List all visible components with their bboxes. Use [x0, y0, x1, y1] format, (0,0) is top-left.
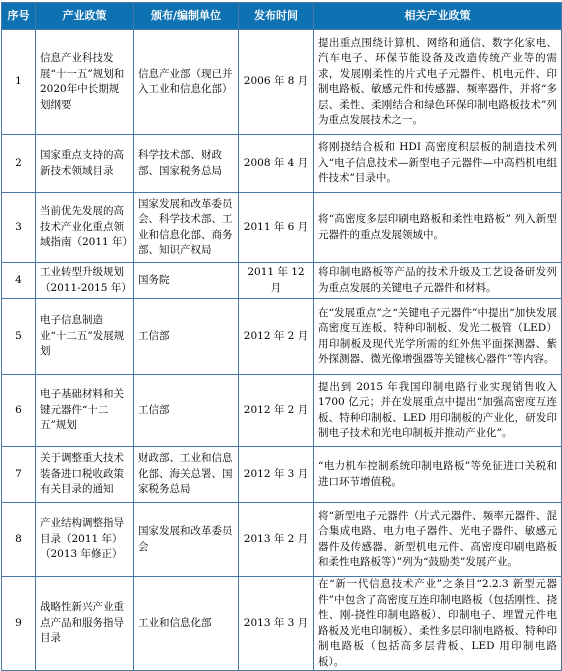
policy-table [1, 2, 562, 671]
table-row [2, 375, 562, 447]
row-policy: 电子信息制造业“十二五”发展规划 [36, 299, 134, 375]
row-desc: “电力机车控制系统印制电路板”等免征进口关税和进口环节增值税。 [314, 447, 562, 503]
table-row [2, 263, 562, 299]
header-desc: 相关产业政策 [314, 3, 562, 30]
row-time: 2008 年 4 月 [239, 135, 314, 193]
row-index: 6 [2, 375, 36, 447]
row-index: 3 [2, 193, 36, 263]
row-desc: 在“新一代信息技术产业”之条目“2.2.3 新型元器件”中包含了高密度互连印制电路板（包括刚性、挠性、刚-挠性印制电路板）、印制电子、埋置元件电路板及光电印制板）、柔性多层印制电路板、特种印制电路板（包括高多层背板、LED 用印制电路板）。 [314, 577, 562, 671]
row-index: 9 [2, 577, 36, 671]
table-row [2, 503, 562, 577]
table-header [2, 3, 562, 30]
table-row [2, 577, 562, 671]
row-policy: 当前优先发展的高技术产业化重点领域指南（2011 年） [36, 193, 134, 263]
row-time: 2006 年 8 月 [239, 30, 314, 135]
table-row [2, 299, 562, 375]
row-desc: 在“发展重点”之“关键电子元器件”中提出“加快发展高密度互连板、特种印制板、发光二极管（LED）用印制板及现代光学所需的红外焦平面探测器、紫外探测器、微光像增强器等关键核心器件”等内容。 [314, 299, 562, 375]
row-org: 工信部 [134, 375, 239, 447]
row-org: 国务院 [134, 263, 239, 299]
table-row [2, 193, 562, 263]
table-row [2, 135, 562, 193]
header-row [2, 3, 562, 30]
row-desc: 将刚挠结合板和 HDI 高密度积层板的制造技术列入“电子信息技术—新型电子元器件—中高档机电组件技术”目录中。 [314, 135, 562, 193]
row-time: 2012 年 2 月 [239, 375, 314, 447]
row-org: 工业和信息化部 [134, 577, 239, 671]
row-time: 2011 年 12 月 [239, 263, 314, 299]
row-index: 1 [2, 30, 36, 135]
row-index: 7 [2, 447, 36, 503]
table-row [2, 30, 562, 135]
row-time: 2012 年 2 月 [239, 299, 314, 375]
row-policy: 产业结构调整指导目录（2011 年）（2013 年修正） [36, 503, 134, 577]
row-org: 财政部、工业和信息化部、海关总署、国家税务总局 [134, 447, 239, 503]
row-time: 2011 年 6 月 [239, 193, 314, 263]
row-org: 国家发展和改革委员会 [134, 503, 239, 577]
row-desc: 提出重点围绕计算机、网络和通信、数字化家电、汽车电子、环保节能设备及改造传统产业等的需求，发展刚柔性的片式电子元器件、机电元件、印制电路板、敏感元件和传感器、频率器件，并将“多层、柔性、柔刚结合和绿色环保印制电路板技术”列为重点发展技术之一。 [314, 30, 562, 135]
header-index: 序号 [2, 3, 36, 30]
row-desc: 将“新型电子元器件（片式元器件、频率元器件、混合集成电路、电力电子器件、光电子器件、敏感元器件及传感器、新型机电元件、高密度印刷电路板和柔性电路板等）”列为“鼓励类”发展产业。 [314, 503, 562, 577]
row-index: 5 [2, 299, 36, 375]
row-time: 2013 年 2 月 [239, 503, 314, 577]
row-policy: 电子基础材料和关键元器件“十二五”规划 [36, 375, 134, 447]
row-time: 2012 年 3 月 [239, 447, 314, 503]
header-policy: 产业政策 [36, 3, 134, 30]
row-policy: 战略性新兴产业重点产品和服务指导目录 [36, 577, 134, 671]
header-time: 发布时间 [239, 3, 314, 30]
row-index: 4 [2, 263, 36, 299]
row-desc: 将印制电路板等产品的技术升级及工艺设备研发列为重点发展的关键电子元器件和材料。 [314, 263, 562, 299]
row-index: 8 [2, 503, 36, 577]
row-org: 国家发展和改革委员会、科学技术部、工业和信息化部、商务部、知识产权局 [134, 193, 239, 263]
row-policy: 国家重点支持的高新技术领域目录 [36, 135, 134, 193]
row-policy: 工业转型升级规划（2011-2015 年） [36, 263, 134, 299]
row-policy: 信息产业科技发展“十一五”规划和2020年中长期规划纲要 [36, 30, 134, 135]
row-time: 2013 年 3 月 [239, 577, 314, 671]
header-org: 颁布/编制单位 [134, 3, 239, 30]
row-org: 工信部 [134, 299, 239, 375]
row-org: 信息产业部（现已并入工业和信息化部） [134, 30, 239, 135]
row-desc: 提出到 2015 年我国印制电路行业实现销售收入 1700 亿元；并在发展重点中提出“加强高密度互连板、特种印制板、LED 用印制板的产业化，研发印制电子技术和光电印制板并推动产业化”。 [314, 375, 562, 447]
table-row [2, 447, 562, 503]
row-policy: 关于调整重大技术装备进口税收政策有关目录的通知 [36, 447, 134, 503]
row-desc: 将“高密度多层印刷电路板和柔性电路板” 列入新型元器件的重点发展领域中。 [314, 193, 562, 263]
row-index: 2 [2, 135, 36, 193]
row-org: 科学技术部、财政部、国家税务总局 [134, 135, 239, 193]
table-body [2, 30, 562, 671]
